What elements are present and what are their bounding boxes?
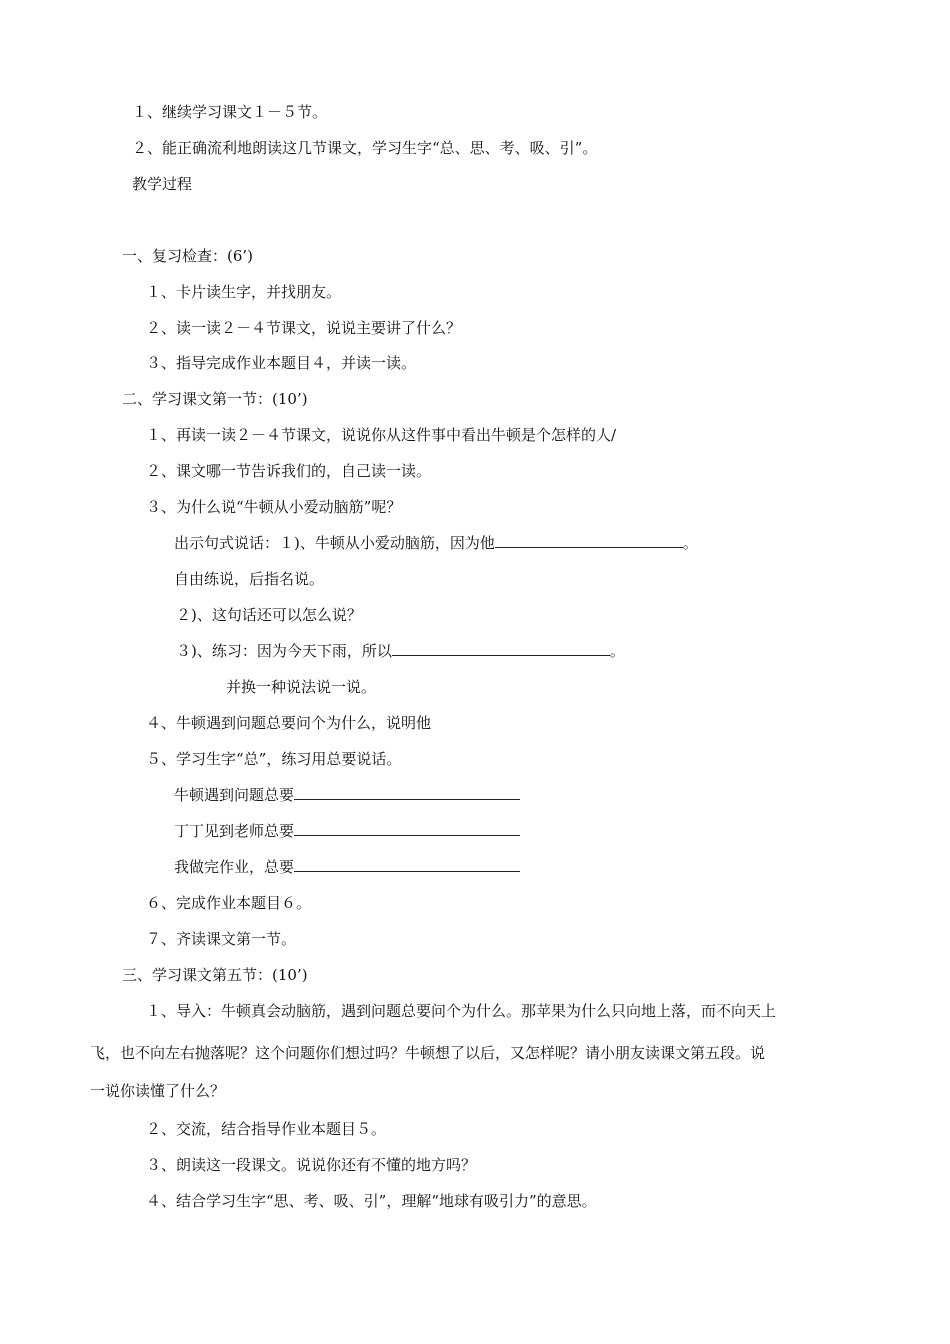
sub-question-2: ２)、这句话还可以怎么说？ (176, 606, 362, 624)
period: 。 (682, 534, 698, 552)
section1-item-2: ２、读一读２－４节课文，说说主要讲了什么？ (146, 319, 462, 337)
section3-item-4: ４、结合学习生字“思、考、吸、引”，理解“地球有吸引力”的意思。 (146, 1192, 597, 1210)
fill-blank (495, 533, 683, 548)
section3-item-3: ３、朗读这一段课文。说说你还有不懂的地方吗？ (146, 1156, 477, 1174)
sentence-prompt: 出示句式说话：１)、牛顿从小爱动脑筋，因为他 (174, 534, 495, 552)
section3-item-2: ２、交流，结合指导作业本题目５。 (146, 1120, 387, 1138)
sub-question-3: ３)、练习：因为今天下雨，所以 (176, 642, 392, 660)
fill-prompt-2: 丁丁见到老师总要 (174, 822, 295, 840)
fill-blank (294, 857, 520, 872)
section3-para-line-3: 一说你读懂了什么？ (90, 1082, 226, 1100)
section2-item-5: ５、学习生字“总”，练习用总要说话。 (146, 750, 402, 768)
sentence-prompt-line (174, 533, 698, 553)
section2-item-6: ６、完成作业本题目６。 (146, 894, 312, 912)
section2-item-1: １、再读一读２－４节课文，说说你从这件事中看出牛顿是个怎样的人/ (146, 426, 617, 444)
section2-heading: 二、学习课文第一节：(10’) (122, 390, 308, 408)
section1-heading: 一、复习检查：(6’) (122, 247, 254, 265)
fill-prompt-1: 牛顿遇到问题总要 (174, 786, 295, 804)
section1-item-1: １、卡片读生字，并找朋友。 (146, 283, 342, 301)
section1-item-3: ３、指导完成作业本题目４，并读一读。 (146, 354, 417, 372)
objective-2: ２、能正确流利地朗读这几节课文，学习生字“总、思、考、吸、引”。 (132, 139, 598, 157)
free-talk: 自由练说，后指名说。 (174, 570, 325, 588)
section2-item-7: ７、齐读课文第一节。 (146, 930, 297, 948)
section2-item-3: ３、为什么说“牛顿从小爱动脑筋”呢？ (146, 498, 402, 516)
fill-blank (392, 641, 610, 656)
objective-1: １、继续学习课文１－５节。 (132, 103, 328, 121)
fill-prompt-3: 我做完作业，总要 (174, 858, 295, 876)
fill-blank (294, 821, 520, 836)
fill-line-3 (174, 857, 520, 877)
period: 。 (609, 642, 625, 660)
fill-line-2 (174, 821, 520, 841)
section2-item-4: ４、牛顿遇到问题总要问个为什么，说明他 (146, 714, 432, 732)
fill-line-1 (174, 785, 520, 805)
process-heading: 教学过程 (132, 175, 193, 193)
section3-para-line-2: 飞，也不向左右抛落呢？这个问题你们想过吗？牛顿想了以后，又怎样呢？请小朋友读课文第五段。说 (90, 1044, 766, 1062)
another-way: 并换一种说法说一说。 (226, 678, 377, 696)
sub-question-3-line (176, 641, 625, 661)
section3-para-line-1: １、导入：牛顿真会动脑筋，遇到问题总要问个为什么。那苹果为什么只向地上落，而不向天上 (146, 1002, 777, 1020)
fill-blank (294, 785, 520, 800)
section2-item-2: ２、课文哪一节告诉我们的，自己读一读。 (146, 462, 432, 480)
section3-heading: 三、学习课文第五节：(10’) (122, 966, 308, 984)
